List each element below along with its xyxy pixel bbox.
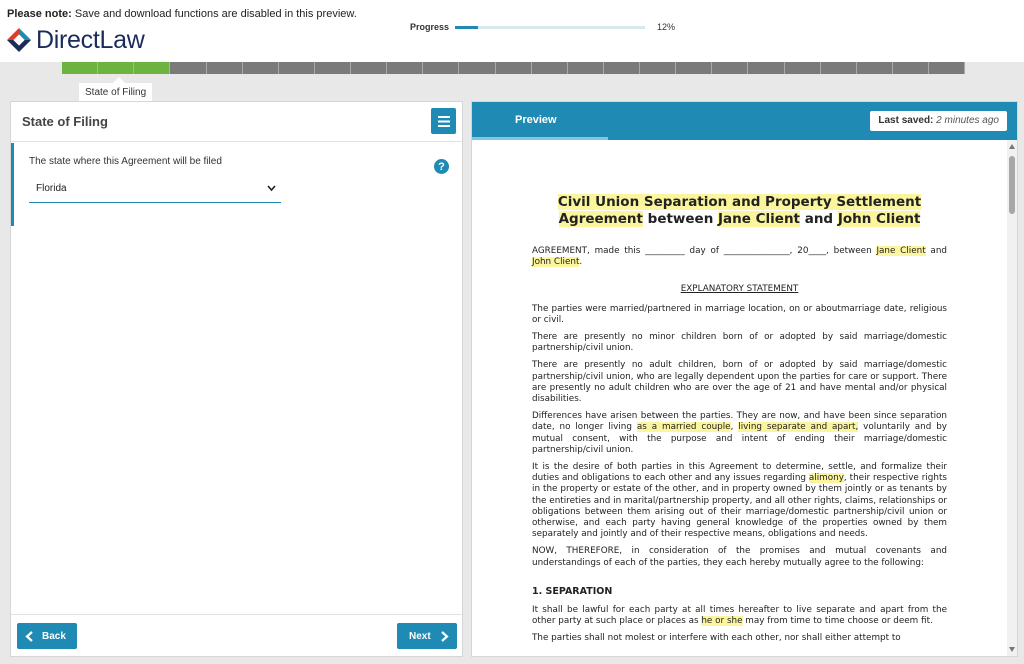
next-button[interactable] (397, 623, 457, 649)
p1-party-1: Jane Client (876, 246, 926, 256)
p5-hl-2: living separate and apart, (738, 422, 859, 433)
step-segment (821, 62, 857, 74)
top-bar (0, 0, 1024, 62)
p1-end: . (579, 257, 583, 268)
p5-end: voluntarily and by mutual consent, with the purpose and intent of ending their marriage/domestic partnership/civil union. (532, 422, 948, 455)
step-segment (459, 62, 495, 74)
step-segment (387, 62, 423, 74)
last-saved-badge (870, 111, 1007, 131)
title-between: between (642, 211, 719, 227)
current-step-tooltip: State of Filing (79, 83, 152, 102)
step-segment (893, 62, 929, 74)
brand-name: DirectLaw (36, 25, 145, 54)
scroll-up-icon[interactable] (1009, 144, 1015, 149)
progress (410, 22, 675, 32)
paragraph-3: There are presently no minor children born of or adopted by said marriage/domestic partnership/civil union. (532, 332, 947, 354)
p6-hl: alimony (808, 473, 844, 484)
state-select-value: Florida (36, 183, 67, 194)
step-segment (134, 62, 170, 74)
step-indicator (62, 62, 965, 74)
preview-notice (7, 8, 357, 20)
step-segment (423, 62, 459, 74)
p5-hl-1: as a married couple (636, 422, 731, 433)
section-heading-separation: 1. SEPARATION (532, 585, 613, 597)
title-party-2: John Client (837, 211, 921, 227)
preview-scrollbar[interactable] (1007, 140, 1017, 656)
title-party-1: Jane Client (718, 211, 801, 227)
help-icon[interactable]: ? (434, 159, 449, 174)
scroll-thumb[interactable] (1009, 156, 1015, 214)
chevron-right-icon (439, 631, 449, 642)
paragraph-4: There are presently no adult children, born of or adopted by said marriage/domestic partnership/civil union, who are legally dependent upon the parties for care or support. There are presently no adult children who are over the age of 21 and have mental and/or physical disabilities. (532, 360, 947, 405)
progress-percent: 12% (657, 22, 676, 32)
step-segment (496, 62, 532, 74)
step-segment (243, 62, 279, 74)
paragraph-agreement (532, 246, 947, 268)
progress-label: Progress (410, 22, 450, 32)
step-segment (929, 62, 965, 74)
paragraph-7: NOW, THEREFORE, in consideration of the promises and mutual covenants and understandings of each of the parties, they each hereby mutually agree to the following: (532, 546, 947, 568)
step-segment (207, 62, 243, 74)
step-segment (640, 62, 676, 74)
directlaw-logo-icon (6, 27, 32, 53)
state-select[interactable] (29, 175, 281, 203)
menu-button[interactable] (431, 108, 456, 134)
step-segment (532, 62, 568, 74)
title-agreement: Agreement (558, 211, 643, 227)
progress-track (455, 26, 645, 29)
step-segment (857, 62, 893, 74)
step-segment (279, 62, 315, 74)
step-segment (676, 62, 712, 74)
question-state-of-filing (11, 143, 462, 226)
p1-and: and (925, 246, 947, 256)
question-label: The state where this Agreement will be filed (29, 156, 222, 167)
notice-text: Save and download functions are disabled in this preview. (74, 8, 357, 20)
p8-hl: he or she (701, 616, 743, 627)
notice-label: Please note: (7, 8, 72, 20)
step-segment (568, 62, 604, 74)
paragraph-5 (532, 411, 947, 456)
progress-fill (455, 26, 478, 29)
last-saved-time: 2 minutes ago (936, 115, 999, 126)
back-label: Back (42, 630, 66, 642)
p6-end: , their respective rights in the property or estate of the other, and in property owned by them jointly or as tenants by the entireties and in marital/partnership property, and all other rights, claims, relationships or obligations between them arising out of their marriage/domestic partnership/civil union or otherwise, and each party having general knowledge of the properties owned by them separately and jointly and of their respective means, obligations and needs. (532, 473, 947, 540)
step-segment (351, 62, 387, 74)
preview-panel (471, 101, 1018, 657)
title-and: and (800, 211, 838, 227)
step-segment (315, 62, 351, 74)
p5-comma: , (730, 422, 739, 433)
back-button[interactable] (17, 623, 77, 649)
step-segment (62, 62, 98, 74)
p6-text: It is the desire of both parties in this Agreement to determine, settle, and formalize their duties and obligations to each other and any issues regarding (532, 462, 947, 484)
paragraph-8 (532, 605, 947, 627)
p8-end: may from time to time choose or deem fit. (742, 616, 933, 627)
document-title (532, 194, 947, 228)
p5-text: Differences have arisen between the parties. They are now, and have been since separation date, no longer living (532, 411, 947, 433)
paragraph-6 (532, 462, 947, 540)
section-title: State of Filing (22, 114, 108, 129)
step-segment (712, 62, 748, 74)
chevron-left-icon (25, 631, 35, 642)
question-panel-footer (11, 614, 462, 656)
step-segment (748, 62, 784, 74)
document-body (532, 194, 947, 650)
last-saved-label: Last saved: (878, 115, 934, 126)
document-preview[interactable] (472, 140, 1007, 656)
p1-party-2: John Client (532, 257, 580, 268)
chevron-down-icon (267, 185, 276, 192)
logo (6, 26, 144, 54)
tab-preview[interactable]: Preview (472, 102, 608, 140)
hamburger-icon (438, 116, 450, 127)
next-label: Next (409, 630, 431, 642)
step-segment (98, 62, 134, 74)
explanatory-heading: EXPLANATORY STATEMENT (680, 284, 799, 295)
scroll-down-icon[interactable] (1009, 647, 1015, 652)
p1-text: AGREEMENT, made this _________ day of _______________, 20____, between (532, 246, 877, 256)
step-segment (604, 62, 640, 74)
paragraph-9: The parties shall not molest or interfere with each other, nor shall either attempt to (532, 633, 901, 644)
p8-text: It shall be lawful for each party at all times hereafter to live separate and apart from the other party at such place or places as (532, 604, 947, 627)
step-segment (170, 62, 206, 74)
question-panel (10, 101, 463, 657)
question-panel-header (11, 102, 462, 142)
title-line-1: Civil Union Separation and Property Settlement (557, 194, 922, 210)
step-segment (785, 62, 821, 74)
preview-header (472, 102, 1017, 140)
paragraph-2: The parties were married/partnered in marriage location, on or aboutmarriage date, religious or civil. (532, 303, 947, 325)
